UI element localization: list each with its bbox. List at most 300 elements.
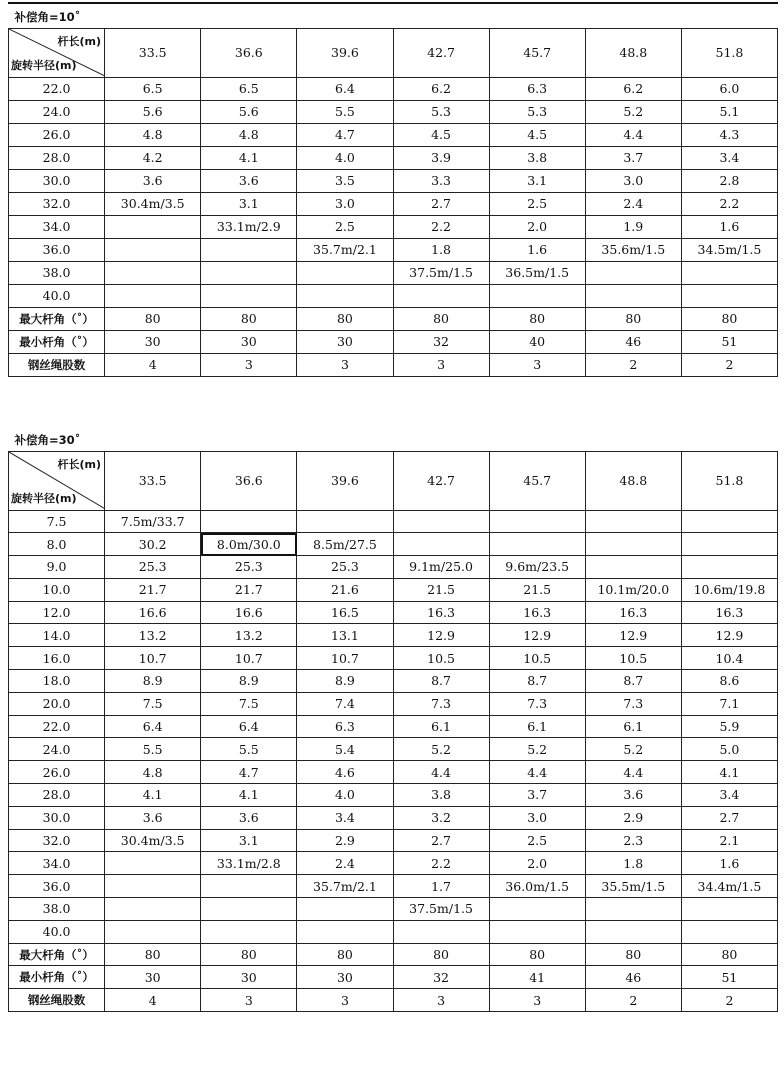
radius-cell: 10.0	[9, 578, 105, 601]
load-cell: 4.4	[489, 761, 585, 784]
footer-value: 3	[393, 353, 489, 376]
load-cell	[393, 510, 489, 533]
load-cell: 3.0	[297, 192, 393, 215]
load-cell: 3.8	[489, 146, 585, 169]
footer-value: 4	[105, 353, 201, 376]
load-cell: 16.5	[297, 601, 393, 624]
load-cell: 2.7	[393, 192, 489, 215]
load-cell: 2.7	[681, 806, 777, 829]
radius-cell: 24.0	[9, 738, 105, 761]
radius-cell: 40.0	[9, 920, 105, 943]
load-cell	[585, 261, 681, 284]
load-cell: 6.3	[489, 77, 585, 100]
load-cell: 4.1	[105, 784, 201, 807]
load-cell: 4.8	[201, 123, 297, 146]
table-row	[9, 238, 778, 261]
table-row	[9, 647, 778, 670]
load-cell: 25.3	[201, 556, 297, 579]
load-cell: 4.6	[297, 761, 393, 784]
table-row	[9, 601, 778, 624]
radius-cell: 38.0	[9, 898, 105, 921]
load-cell: 3.0	[489, 806, 585, 829]
load-cell: 4.7	[201, 761, 297, 784]
load-cell: 5.2	[489, 738, 585, 761]
radius-cell: 22.0	[9, 77, 105, 100]
radius-cell: 16.0	[9, 647, 105, 670]
load-cell	[105, 875, 201, 898]
load-cell: 4.7	[297, 123, 393, 146]
column-header-33.5: 33.5	[105, 28, 201, 77]
load-cell	[489, 284, 585, 307]
load-cell: 21.6	[297, 578, 393, 601]
footer-value: 80	[105, 307, 201, 330]
load-cell: 6.4	[105, 715, 201, 738]
load-cell: 4.8	[105, 761, 201, 784]
radius-cell: 36.0	[9, 875, 105, 898]
footer-value: 46	[585, 330, 681, 353]
load-cell: 34.5m/1.5	[681, 238, 777, 261]
load-cell: 35.5m/1.5	[585, 875, 681, 898]
load-cell	[105, 898, 201, 921]
load-cell: 4.5	[393, 123, 489, 146]
footer-value: 80	[105, 943, 201, 966]
load-cell: 5.5	[297, 100, 393, 123]
load-cell	[105, 920, 201, 943]
table-row	[9, 692, 778, 715]
load-cell: 8.5m/27.5	[297, 533, 393, 556]
load-cell	[105, 261, 201, 284]
load-cell: 10.5	[585, 647, 681, 670]
load-cell: 3.6	[201, 169, 297, 192]
radius-cell: 32.0	[9, 829, 105, 852]
load-cell: 3.8	[393, 784, 489, 807]
load-cell: 1.6	[681, 852, 777, 875]
footer-value: 80	[393, 307, 489, 330]
load-cell: 25.3	[297, 556, 393, 579]
table-row	[9, 578, 778, 601]
column-header-45.7: 45.7	[489, 28, 585, 77]
footer-value: 80	[681, 943, 777, 966]
load-cell: 4.0	[297, 146, 393, 169]
footer-value: 2	[681, 989, 777, 1012]
load-cell	[105, 215, 201, 238]
footer-value: 46	[585, 966, 681, 989]
load-cell: 30.2	[105, 533, 201, 556]
load-cell: 5.3	[489, 100, 585, 123]
footer-value: 30	[201, 966, 297, 989]
column-header-33.5: 33.5	[105, 451, 201, 510]
load-cell	[297, 510, 393, 533]
load-cell	[585, 510, 681, 533]
load-cell: 10.7	[297, 647, 393, 670]
radius-cell: 38.0	[9, 261, 105, 284]
radius-label	[11, 57, 77, 73]
load-cell: 33.1m/2.8	[201, 852, 297, 875]
load-cell: 7.3	[489, 692, 585, 715]
load-cell: 4.8	[105, 123, 201, 146]
load-cell	[297, 920, 393, 943]
table-row	[9, 829, 778, 852]
load-cell: 7.5	[105, 692, 201, 715]
load-cell: 2.2	[393, 215, 489, 238]
footer-value: 40	[489, 330, 585, 353]
footer-value: 3	[201, 989, 297, 1012]
footer-value: 41	[489, 966, 585, 989]
load-cell: 13.2	[105, 624, 201, 647]
load-cell: 30.4m/3.5	[105, 829, 201, 852]
load-cell	[681, 261, 777, 284]
load-cell: 2.1	[681, 829, 777, 852]
load-cell: 16.6	[105, 601, 201, 624]
footer-label: 最大杆角（˚）	[9, 307, 105, 330]
table-row	[9, 215, 778, 238]
footer-value: 3	[297, 989, 393, 1012]
load-cell: 2.0	[489, 852, 585, 875]
footer-row	[9, 330, 778, 353]
load-cell: 3.9	[393, 146, 489, 169]
load-cell: 25.3	[105, 556, 201, 579]
radius-cell: 26.0	[9, 123, 105, 146]
footer-value: 80	[297, 943, 393, 966]
load-cell: 13.2	[201, 624, 297, 647]
section-title-row	[9, 429, 778, 451]
footer-label: 最大杆角（˚）	[9, 943, 105, 966]
load-cell	[681, 898, 777, 921]
footer-value: 3	[297, 353, 393, 376]
load-cell: 5.5	[105, 738, 201, 761]
load-cell	[585, 898, 681, 921]
load-cell: 1.9	[585, 215, 681, 238]
header-corner	[9, 451, 105, 510]
table-row	[9, 169, 778, 192]
table-row	[9, 146, 778, 169]
load-cell: 5.1	[681, 100, 777, 123]
load-cell: 4.3	[681, 123, 777, 146]
load-cell: 7.3	[393, 692, 489, 715]
load-cell: 9.6m/23.5	[489, 556, 585, 579]
column-header-51.8: 51.8	[681, 28, 777, 77]
column-header-36.6: 36.6	[201, 28, 297, 77]
load-cell	[201, 875, 297, 898]
load-cell: 10.7	[105, 647, 201, 670]
load-cell	[201, 898, 297, 921]
load-cell: 10.6m/19.8	[681, 578, 777, 601]
load-cell	[201, 510, 297, 533]
load-cell: 21.5	[489, 578, 585, 601]
footer-value: 3	[201, 353, 297, 376]
load-cell: 3.7	[489, 784, 585, 807]
load-cell: 3.6	[105, 806, 201, 829]
column-header-row	[9, 451, 778, 510]
radius-cell: 30.0	[9, 806, 105, 829]
load-cell: 2.3	[585, 829, 681, 852]
load-cell	[681, 510, 777, 533]
load-cell: 5.2	[393, 738, 489, 761]
load-cell: 4.1	[681, 761, 777, 784]
load-cell: 5.3	[393, 100, 489, 123]
table-row	[9, 192, 778, 215]
column-header-39.6: 39.6	[297, 451, 393, 510]
boom-length-label: 杆长(m)	[57, 34, 101, 48]
footer-value: 80	[585, 943, 681, 966]
load-cell	[681, 284, 777, 307]
load-cell: 3.5	[297, 169, 393, 192]
table-row	[9, 670, 778, 693]
load-cell: 3.6	[585, 784, 681, 807]
table-row	[9, 624, 778, 647]
radius-cell: 22.0	[9, 715, 105, 738]
load-cell: 16.6	[201, 601, 297, 624]
section-title-row	[9, 6, 778, 28]
footer-label: 钢丝绳股数	[9, 989, 105, 1012]
radius-cell: 26.0	[9, 761, 105, 784]
footer-label: 最小杆角（˚）	[9, 966, 105, 989]
table-row	[9, 100, 778, 123]
table-row	[9, 533, 778, 556]
footer-value: 3	[489, 353, 585, 376]
load-cell: 6.0	[681, 77, 777, 100]
footer-value: 2	[585, 353, 681, 376]
load-cell	[489, 510, 585, 533]
load-cell: 6.1	[489, 715, 585, 738]
load-cell: 2.5	[489, 192, 585, 215]
load-cell: 12.9	[393, 624, 489, 647]
footer-value: 80	[201, 943, 297, 966]
footer-row	[9, 943, 778, 966]
footer-label: 钢丝绳股数	[9, 353, 105, 376]
boom-length-label: 杆长(m)	[57, 457, 101, 471]
load-cell: 35.7m/2.1	[297, 238, 393, 261]
load-cell: 1.6	[681, 215, 777, 238]
load-cell: 5.6	[201, 100, 297, 123]
load-cell	[297, 261, 393, 284]
footer-value: 3	[489, 989, 585, 1012]
radius-label	[11, 490, 77, 506]
footer-value: 80	[201, 307, 297, 330]
load-cell: 4.1	[201, 784, 297, 807]
load-cell: 10.5	[393, 647, 489, 670]
load-cell: 13.1	[297, 624, 393, 647]
load-cell: 8.7	[585, 670, 681, 693]
load-cell: 3.0	[585, 169, 681, 192]
load-cell: 5.4	[297, 738, 393, 761]
footer-value: 80	[681, 307, 777, 330]
load-cell: 4.5	[489, 123, 585, 146]
radius-label-a: 旋转半径	[11, 58, 55, 72]
footer-value: 30	[297, 330, 393, 353]
footer-value: 80	[393, 943, 489, 966]
load-cell	[393, 533, 489, 556]
load-cell: 16.3	[393, 601, 489, 624]
footer-value: 51	[681, 966, 777, 989]
load-cell: 3.4	[297, 806, 393, 829]
load-cell	[393, 284, 489, 307]
footer-value: 80	[489, 307, 585, 330]
table-row	[9, 510, 778, 533]
load-cell: 7.5	[201, 692, 297, 715]
load-cell: 1.8	[393, 238, 489, 261]
radius-cell: 28.0	[9, 146, 105, 169]
footer-value: 32	[393, 966, 489, 989]
load-cell	[681, 533, 777, 556]
footer-value: 30	[201, 330, 297, 353]
load-cell: 8.9	[105, 670, 201, 693]
load-cell: 5.6	[105, 100, 201, 123]
load-cell: 21.7	[201, 578, 297, 601]
table-row	[9, 875, 778, 898]
footer-value: 32	[393, 330, 489, 353]
load-cell	[489, 920, 585, 943]
radius-cell: 24.0	[9, 100, 105, 123]
load-cell: 2.2	[393, 852, 489, 875]
radius-label-a: 旋转半径	[11, 491, 55, 505]
load-cell: 1.6	[489, 238, 585, 261]
footer-value: 51	[681, 330, 777, 353]
load-cell: 8.9	[297, 670, 393, 693]
load-cell	[201, 261, 297, 284]
radius-label-b: (m)	[55, 491, 77, 505]
footer-row	[9, 989, 778, 1012]
radius-cell: 12.0	[9, 601, 105, 624]
column-header-45.7: 45.7	[489, 451, 585, 510]
load-cell: 6.4	[201, 715, 297, 738]
load-cell: 2.4	[297, 852, 393, 875]
load-cell: 36.0m/1.5	[489, 875, 585, 898]
table-row	[9, 77, 778, 100]
radius-cell: 34.0	[9, 215, 105, 238]
header-diagonal-cell	[9, 452, 105, 510]
column-header-row	[9, 28, 778, 77]
header-diagonal-cell	[9, 29, 105, 77]
load-cell: 3.6	[201, 806, 297, 829]
footer-value: 30	[105, 330, 201, 353]
load-cell: 6.1	[585, 715, 681, 738]
load-cell: 12.9	[489, 624, 585, 647]
radius-cell: 28.0	[9, 784, 105, 807]
load-cell: 3.1	[489, 169, 585, 192]
load-cell	[201, 920, 297, 943]
load-cell: 4.4	[585, 123, 681, 146]
table-row	[9, 284, 778, 307]
section-title: 补偿角=30˚	[9, 429, 778, 451]
column-header-42.7: 42.7	[393, 451, 489, 510]
load-cell: 3.4	[681, 784, 777, 807]
footer-value: 3	[393, 989, 489, 1012]
column-header-42.7: 42.7	[393, 28, 489, 77]
load-cell: 16.3	[585, 601, 681, 624]
load-cell	[105, 284, 201, 307]
load-cell	[297, 898, 393, 921]
radius-cell: 40.0	[9, 284, 105, 307]
load-cell: 6.2	[585, 77, 681, 100]
load-cell: 2.0	[489, 215, 585, 238]
load-cell: 35.6m/1.5	[585, 238, 681, 261]
radius-cell: 32.0	[9, 192, 105, 215]
load-cell: 3.7	[585, 146, 681, 169]
load-cell: 6.4	[297, 77, 393, 100]
load-cell	[201, 238, 297, 261]
footer-label: 最小杆角（˚）	[9, 330, 105, 353]
load-cell: 8.0m/30.0	[201, 533, 297, 556]
load-cell: 10.4	[681, 647, 777, 670]
load-cell	[105, 852, 201, 875]
load-cell: 21.5	[393, 578, 489, 601]
table-row	[9, 898, 778, 921]
load-cell: 10.5	[489, 647, 585, 670]
footer-row	[9, 966, 778, 989]
table-row	[9, 784, 778, 807]
load-cell: 4.4	[585, 761, 681, 784]
radius-cell: 20.0	[9, 692, 105, 715]
load-cell: 6.3	[297, 715, 393, 738]
radius-cell: 7.5	[9, 510, 105, 533]
load-cell: 2.5	[489, 829, 585, 852]
load-cell	[585, 920, 681, 943]
load-cell: 37.5m/1.5	[393, 261, 489, 284]
load-cell: 4.2	[105, 146, 201, 169]
column-header-48.8: 48.8	[585, 28, 681, 77]
load-cell: 10.1m/20.0	[585, 578, 681, 601]
column-header-48.8: 48.8	[585, 451, 681, 510]
load-table-compensation-10	[8, 6, 778, 377]
load-cell: 7.4	[297, 692, 393, 715]
table-row	[9, 761, 778, 784]
table-row	[9, 123, 778, 146]
radius-cell: 18.0	[9, 670, 105, 693]
load-cell: 6.5	[105, 77, 201, 100]
load-cell	[585, 556, 681, 579]
footer-value: 80	[297, 307, 393, 330]
table-row	[9, 852, 778, 875]
load-cell: 2.8	[681, 169, 777, 192]
load-cell	[105, 238, 201, 261]
load-cell: 34.4m/1.5	[681, 875, 777, 898]
load-cell: 9.1m/25.0	[393, 556, 489, 579]
load-cell: 6.1	[393, 715, 489, 738]
load-cell: 12.9	[585, 624, 681, 647]
table-row	[9, 556, 778, 579]
load-cell: 2.7	[393, 829, 489, 852]
table-row	[9, 715, 778, 738]
load-cell: 12.9	[681, 624, 777, 647]
table-row	[9, 738, 778, 761]
footer-value: 2	[585, 989, 681, 1012]
column-header-39.6: 39.6	[297, 28, 393, 77]
load-cell: 4.0	[297, 784, 393, 807]
load-cell: 4.4	[393, 761, 489, 784]
load-cell	[297, 284, 393, 307]
load-cell: 36.5m/1.5	[489, 261, 585, 284]
load-table-compensation-30	[8, 429, 778, 1012]
load-cell: 10.7	[201, 647, 297, 670]
radius-cell: 36.0	[9, 238, 105, 261]
load-cell: 1.8	[585, 852, 681, 875]
footer-value: 30	[297, 966, 393, 989]
load-cell: 3.6	[105, 169, 201, 192]
footer-value: 80	[585, 307, 681, 330]
load-cell: 7.1	[681, 692, 777, 715]
load-cell: 2.2	[681, 192, 777, 215]
section-title: 补偿角=10˚	[9, 6, 778, 28]
load-cell: 30.4m/3.5	[105, 192, 201, 215]
load-cell: 35.7m/2.1	[297, 875, 393, 898]
radius-cell: 9.0	[9, 556, 105, 579]
table-row	[9, 806, 778, 829]
radius-cell: 14.0	[9, 624, 105, 647]
radius-cell: 34.0	[9, 852, 105, 875]
footer-value: 2	[681, 353, 777, 376]
table-row	[9, 920, 778, 943]
